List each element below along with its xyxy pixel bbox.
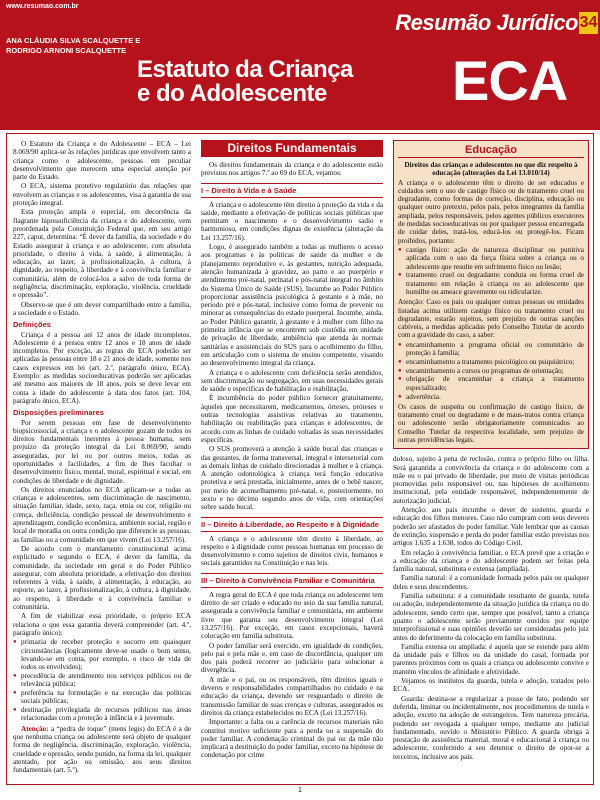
list-item: ● tratamento cruel ou degradante: conduta ou forma cruel de tratamento em relação à criança ou ao adolescente que humilhe ou ameace gravemente ou ridicularize. [398, 271, 584, 296]
content-frame [6, 133, 594, 785]
list-item: ● precedência de atendimento nos serviços públicos ou de relevância pública; [13, 672, 191, 689]
attention-text: a “pedra de toque” (mens legis) do ECA é a de que nenhuma criança ou adolescente será objeto de qualquer forma de negligência, discriminação, exploração, violência, crueldade e opressão, sendo punido, na forma da lei, qualquer atentado, por ação ou omissão, aos seus direitos fundamentais (art. 5.º). [13, 724, 191, 775]
life-health-paragraph: Logo, é assegurado também a todas as mulheres o acesso aos programas e às políticas de saúde da mulher e de planejamento reprodutivo e, às gestantes, nutrição adequada, atenção humanizada à gravidez, ao parto e ao puerpério e atendimento pré-natal, perinatal e pós-natal integral no âmbito do Sistema Único de Saúde (SUS). Incumbe ao Poder Público proporcionar assistência psicológica à gestante e à mãe, no período pré e pós-natal, inclusive como forma de prevenir ou minorar as consequências do estado puerperal. Incumbe, ainda, ao Poder Público garantir, à gestante e à mulher com filho na primeira infância que se encontrem sob custódia em unidade de privação de liberdade, ambiência que atenda às normas sanitárias e assistenciais do SUS para o acolhimento do filho, em articulação com o sistema de ensino competente, visando ao desenvolvimento integral da criança. [201, 243, 383, 368]
education-measures-list [398, 341, 584, 401]
list-item: ● encaminhamento a tratamento psicológico ou psiquiátrico; [398, 358, 584, 366]
family-paragraph: Guarda: destina-se a regularizar a posse de fato, podendo ser deferida, liminar ou incidentalmente, nos procedimentos de tutela e adoção, exceto na adoção de estrangeiros. Tem natureza precária, podendo ser revogada a qualquer tempo, mediante ato judicial fundamentado, ouvido o Ministério Público. A guarda obriga à prestação de assistência material, moral e educacional à criança ou adolescente, conferindo a seu detentor o direito de opor-se a terceiros, inclusive aos pais. [393, 694, 589, 761]
family-paragraph: Família extensa ou ampliada: é aquela que se estende para além da unidade pais e filhos ou da unidade do casal, formada por parentes próximos com os quais a criança ou adolescente convive e mantém vínculos de afinidade e afetividade. [393, 642, 589, 676]
life-health-paragraph: A criança e o adolescente têm direito à proteção da vida e da saúde, mediante a efetivação de políticas sociais públicas que permitam o nascimento e o desenvolvimento sadio e harmonioso, em condições dignas de existência (alteração da Lei 13.257/16). [201, 200, 383, 242]
section-heading-definitions: Definições [13, 320, 51, 330]
education-prohibited-list [398, 246, 584, 296]
preliminary-paragraph: Os direitos enunciados no ECA aplicam-se a todas as crianças e adolescentes, sem discriminação de nascimento, situação familiar, idade, sexo, raça, etnia ou cor, religião ou crença, deficiência, condição pessoal de desenvolvimento e aprendizagem, condição econômica, ambiente social, região e local de moradia ou outra condição que diferencie as pessoas, as famílias ou a comunidade em que vivem (Lei 13.257/16). [13, 485, 191, 544]
list-item: ● castigo físico: ação de natureza disciplinar ou punitiva aplicada com o uso da força física sobre a criança ou o adolescente que resulte em sofrimento físico ou lesão; [398, 246, 584, 271]
intro-paragraph: O Estatuto da Criança e do Adolescente – ECA – Lei 8.069/90 aplica-se às relações jurídicas que envolvem tanto a criança como o adolescente, pessoas em peculiar desenvolvimento que merecem uma especial atenção por parte do Estado. [13, 140, 191, 182]
education-paragraph: Os casos de suspeita ou confirmação de castigo físico, de tratamento cruel ou degradante e de maus-tratos contra criança ou adolescente serão obrigatoriamente comunicados ao Conselho Tutelar da respectiva localidade, sem prejuízo de outras providências legais. [398, 402, 584, 444]
family-paragraph: O poder familiar será exercido, em igualdade de condições, pelo pai e pela mãe e, em caso de discordância, qualquer um dos pais poderá recorrer ao judiciário para solucionar a divergência. [201, 641, 383, 675]
education-title: Educação [398, 144, 584, 158]
brand-number: 34 [579, 12, 598, 34]
list-item: ● encaminhamento a cursos ou programas de orientação; [398, 367, 584, 375]
authors [6, 36, 140, 56]
page-title [137, 58, 353, 106]
author-line-1: ANA CLÁUDIA SILVA SCALQUETTE E [6, 36, 141, 45]
fundamental-rights-intro: Os direitos fundamentais da criança e do adolescente estão previstos nos artigos 7.º ao 69 do ECA, vejamos: [201, 161, 383, 178]
author-line-2: RODRIGO ARNONI SCALQUETTE [6, 46, 127, 55]
title-abbreviation: ECA [452, 49, 568, 112]
preliminary-paragraph: De acordo com o mandamento constitucional acima explicitado e segundo o ECA, é dever da família, da comunidade, da sociedade em geral e do Poder Público assegurar, com absoluta prioridade, a efetivação dos direitos referentes à vida, à saúde, à alimentação, à educação, ao esporte, ao lazer, à profissionalização, à cultura, à dignidade, ao respeito, à liberdade e à convivência familiar e comunitária. [13, 544, 191, 612]
family-paragraph: A regra geral do ECA é que toda criança ou adolescente tem direito de ser criado e educado no seio da sua família natural, assegurada a convivência familiar e comunitária, em ambiente livre que garanta seu desenvolvimento integral (Lei 13.257/16). Por exceção, em casos excepcionais, haverá colocação em família substituta. [201, 590, 383, 641]
list-item: ● encaminhamento a programa oficial ou comunitário de proteção à família; [398, 341, 584, 358]
education-intro: Direitos das crianças e adolescentes no que diz respeito à educação (alterações da Lei 13.010/14) [404, 161, 578, 178]
definitions-paragraph: Criança é a pessoa até 12 anos de idade incompletos. Adolescente é a pessoa entre 12 anos e 18 anos de idade incompletos. Por exceção, as regras do ECA poderão ser aplicadas às pessoas entre 18 e 21 anos de idade, somente nos casos expressos em lei (art. 2.º, parágrafo único, ECA). Exemplo: as medidas socioeducativas poderão ser aplicadas até mesmo aos maiores de 18 anos, pois se deve levar em conta a idade do adolescente à data dos fatos (art. 104, parágrafo único, ECA). [13, 330, 191, 405]
list-item: ● advertência. [398, 393, 584, 401]
life-health-paragraph: O SUS promoverá a atenção à saúde bucal das crianças e das gestantes, de forma transversal, integral e intersetorial com as demais linhas de cuidado direcionadas à mulher e à criança. A atenção odontológica à criança terá função educativa protetiva e será prestada, inicialmente, antes de o bebê nascer, por meio de aconselhamento pré-natal, e, posteriormente, no sexto e no décimo segundo anos de vida, com orientações sobre saúde bucal. [201, 445, 383, 512]
list-item: ● destinação privilegiada de recursos públicos nas áreas relacionadas com a proteção à infância e à juventude. [13, 706, 191, 723]
family-paragraph: Atenção: aos pais incumbe o dever de sustento, guarda e educação dos filhos menores. Caso não cumpram com seus deveres poderão ser afastados do poder familiar. Vale lembrar que as causas de extinção, suspensão e perda do poder familiar estão previstas nos artigos 1.635 a 1.638, todos do Código Civil. [393, 506, 589, 548]
column-education-family [393, 140, 589, 780]
attention-label: Atenção: [21, 724, 49, 733]
family-paragraph: Em relação à convivência familiar, o ECA prevê que a criação e a educação da criança e do adolescente podem ser feitas pela família natural, substituta e extensa (ampliada). [393, 548, 589, 574]
family-paragraph: Família substituta: é a comunidade resultante de guarda, tutela ou adoção, independentemente da situação jurídica da criança ou do adolescente, sendo certo que, sempre que possível, tanto a criança quanto o adolescente serão previamente ouvidos por equipe interprofissional e suas opiniões deverão ser consideradas pelo juiz antes do deferimento da colocação em família substituta. [393, 592, 589, 642]
preliminary-paragraph: A fim de viabilizar essa prioridade, o próprio ECA relaciona o que essa garantia deverá compreender (art. 4.º, parágrafo único): [13, 612, 191, 637]
family-paragraph: A mãe e o pai, ou os responsáveis, têm direitos iguais e deveres e responsabilidades compartilhados no cuidado e na educação da criança, devendo ser resguardado o direito de transmissão familiar de suas crenças e culturas, assegurados os direitos da criança estabelecidos no ECA (Lei 13.257/16). [201, 675, 383, 717]
family-paragraph: doloso, sujeito à pena de reclusão, contra o próprio filho ou filha. Será garantida a convivência da criança e do adolescente com a mãe ou o pai privado de liberdade, por meio de visitas periódicas promovidas pelo responsável ou, nas hipóteses de acolhimento institucional, pela entidade responsável, independentemente de autorização judicial. [393, 455, 589, 505]
section-banner-fundamental-rights: Direitos Fundamentais [201, 140, 383, 157]
family-paragraph: Família natural: é a comunidade formada pelos pais ou qualquer deles e seus descendentes. [393, 574, 589, 591]
title-line-2: e do Adolescente [137, 80, 327, 107]
life-health-paragraph: A criança e o adolescente com deficiência serão atendidos, sem discriminação ou segregação, em suas necessidades gerais de saúde e específicas de habilitação e reabilitação. [201, 368, 383, 394]
liberty-paragraph: A criança e o adolescente têm direito à liberdade, ao respeito e à dignidade como pessoas humanas em processo de desenvolvimento e como sujeitos de direitos civis, humanos e sociais garantidos na Constituição e nas leis. [201, 534, 383, 568]
list-item: ● preferência na formulação e na execução das políticas sociais públicas; [13, 689, 191, 706]
family-paragraph: Importante: a falta ou a carência de recursos materiais não constitui motivo suficiente para a perda ou a suspensão do poder familiar. A condenação criminal do pai ou da mãe não implicará a destituição do poder familiar, exceto na hipótese de condenação por crime [201, 718, 383, 760]
priority-list [13, 638, 191, 722]
preliminary-paragraph: Por serem pessoas em fase de desenvolvimento biopsicossocial, a criança e o adolescente gozam de todos os direitos fundamentais inerentes à pessoa humana, sem prejuízo da proteção integral da Lei 8.069/90, sendo asseguradas, por lei ou por outros meios, todas as oportunidades e facilidades, a fim de lhes facultar o desenvolvimento físico, mental, moral, espiritual e social, em condições de liberdade e de dignidade. [13, 418, 191, 485]
section-heading-preliminary: Disposições preliminares [13, 408, 104, 418]
section-title-liberty: II – Direito à Liberdade, ao Respeito e à Dignidade [201, 517, 383, 532]
education-box [393, 140, 589, 449]
title-line-1: Estatuto da Criança [137, 56, 353, 83]
intro-paragraph: Esta proteção ampla e especial, em decorrência da flagrante hipossuficiência da criança e do adolescente, vem preordenada pela Constituição Federal que, em seu artigo 227, caput, determina: “É dever da família, da sociedade e do Estado assegurar à criança e ao adolescente, com absoluta prioridade, o direito à vida, à saúde, à alimentação, à educação, ao lazer, à profissionalização, à cultura, à dignidade, ao respeito, à liberdade e à convivência familiar e comunitária, além de colocá-los a salvo de toda forma de negligência, discriminação, exploração, violência, crueldade e opressão”. [13, 208, 191, 300]
site-url[interactable]: www.resumao.com.br [6, 3, 79, 10]
column-fundamental-rights [201, 140, 383, 780]
attention-note [13, 725, 191, 775]
intro-paragraph: O ECA, sistema protetivo regulatório das relações que envolvem as crianças e os adolescentes, visa à garantia de sua proteção integral. [13, 182, 191, 208]
family-paragraph: Vejamos os institutos da guarda, tutela e adoção, tratados pelo ECA. [393, 677, 589, 694]
brand-title: Resumão Jurídico [395, 10, 578, 35]
section-title-family: III – Direito à Convivência Familiar e Comunitária [201, 573, 383, 588]
life-health-paragraph: É incumbência do poder público fornecer gratuitamente, àqueles que necessitarem, medicamentos, órteses, próteses e outras tecnologias assistivas relativas ao tratamento, habilitação ou reabilitação para crianças e adolescentes, de acordo com as linhas de cuidado voltadas às suas necessidades específicas. [201, 394, 383, 444]
page-number: 1 [298, 787, 302, 794]
intro-paragraph: Observe-se que é um dever compartilhado entre a família, a sociedade e o Estado. [13, 300, 191, 317]
column-introduction [13, 140, 191, 780]
list-item: ● obrigação de encaminhar a criança a tratamento especializado; [398, 375, 584, 392]
education-paragraph: Atenção: Caso os pais ou qualquer outras pessoas ou entidades listadas acima utilizem castigo físico ou tratamento cruel ou degradante, estarão sujeitos, sem prejuízo de outras sanções cabíveis, a medidas aplicadas pelo Conselho Tutelar de acordo com a gravidade do caso, a saber: [398, 298, 584, 340]
header-banner [0, 0, 600, 130]
section-title-life-health: I – Direito à Vida e à Saúde [201, 183, 383, 198]
education-paragraph: A criança e o adolescente têm o direito de ser educados e cuidados sem o uso de castigo físico ou de tratamento cruel ou degradante, como formas de correção, disciplina, educação ou qualquer outro pretexto, pelos pais, pelos integrantes da família ampliada, pelos responsáveis, pelos agentes públicos executores de medidas socioeducativas ou por qualquer pessoa encarregada de cuidar deles, tratá-los, educá-los ou protegê-los. Ficam proibidos, portanto: [398, 178, 584, 245]
list-item: ● primazia de receber proteção e socorro em quaisquer circunstâncias (logicamente deve-se usado o bom senso, levando-se em conta, por exemplo, o risco de vida de todos os envolvidos); [13, 638, 191, 671]
